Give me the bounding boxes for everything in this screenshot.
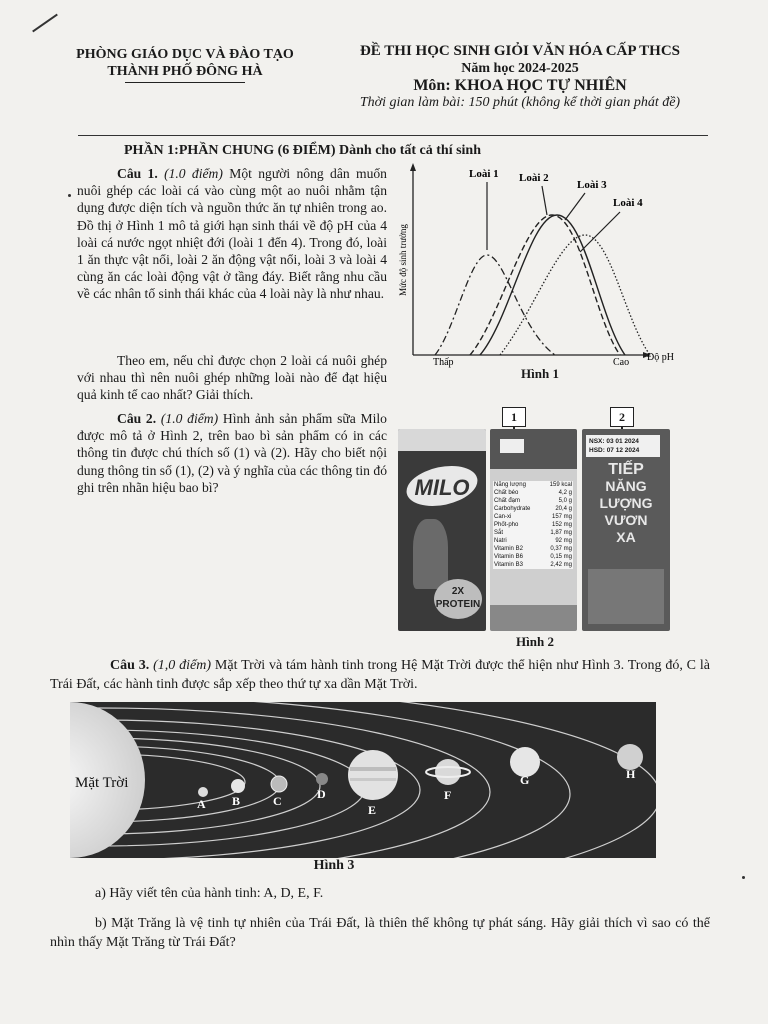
planet-e [348, 750, 398, 800]
q1-text2: Theo em, nếu chỉ được chọn 2 loài cá nuôi ghép với nhau thì nên nuôi ghép những loài nào để đạt hiệu quả kinh tế cao nhất? Giải thích. [77, 353, 387, 403]
figure-2-caption: Hình 2 [516, 634, 554, 649]
pack-logo-patch [500, 439, 524, 453]
q3-label: Câu 3. [110, 658, 150, 673]
figure-2 [398, 405, 673, 635]
nutrient-value: 0,15 mg [550, 554, 572, 560]
slogan-line-1: TIẾP [608, 461, 644, 478]
planet-d [316, 773, 328, 785]
planet-label-d: D [317, 787, 326, 801]
q1-text: Một người nông dân muốn nuôi ghép các loài cá vào cùng một ao nuôi nhằm tận dụng được diện tích và nguồn thức ăn tự nhiên trong ao. Đồ thị ở Hình 1 mô tả giới hạn sinh thái về độ pH của 4 loài cá nước ngọt nhiệt đới (loài 1 đến 4). Trong đó, loài 1 ăn thực vật nổi, loài 2 ăn động vật nổi, loài 3 và loài 4 cùng ăn các loài động vật ở tầng đáy. Biết rằng nhu cầu về các nhân tố sinh thái khác của 4 loài này là như nhau. [77, 166, 387, 302]
y-axis-arrow [410, 163, 416, 171]
milo-brand: MILO [414, 475, 470, 500]
nutrient-name: Can-xi [494, 514, 512, 520]
milo-protein-badge: 2X PROTEIN [434, 579, 482, 619]
margin-dot [742, 876, 745, 879]
figure-3-caption: Hình 3 [313, 858, 355, 873]
pen-mark [32, 14, 58, 33]
y-axis-label: Mức độ sinh trưởng [398, 224, 408, 296]
nutrient-name: Natri [494, 538, 507, 544]
curve-species-4 [500, 235, 650, 355]
nutrition-row [493, 489, 573, 497]
athlete-figure [413, 519, 448, 589]
nsx-date: NSX: 03 01 2024 [589, 438, 639, 445]
planet-label-e: E [368, 803, 377, 817]
nutrition-row [493, 505, 573, 513]
curve-species-2 [470, 215, 620, 355]
callout-1-box [502, 407, 526, 427]
q3-points: (1,0 điểm) [153, 658, 212, 673]
callout-2-box [610, 407, 634, 427]
nutrient-value: 1,87 mg [550, 530, 572, 536]
header-divider [78, 135, 708, 136]
nutrient-name: Năng lượng [494, 482, 526, 488]
callout-1-label: 1 [511, 410, 517, 424]
planet-c [271, 776, 287, 792]
exam-title: ĐỀ THI HỌC SINH GIỎI VĂN HÓA CẤP THCS [359, 43, 681, 59]
q1-points: (1.0 điểm) [164, 166, 223, 181]
label-species-4: Loài 4 [613, 197, 643, 209]
question-3b [50, 914, 710, 952]
planet-label-a: A [197, 797, 206, 811]
date-label [586, 435, 660, 457]
planet-label-b: B [232, 794, 241, 808]
nutrient-value: 4,2 g [558, 490, 572, 496]
q2-label: Câu 2. [117, 411, 157, 426]
q2-text: Hình ảnh sản phẩm sữa Milo được mô tả ở Hình 2, trên bao bì sản phẩm có in các thông tin được chú thích số (1) và (2). Hãy cho biết nội dung thông tin số (1), (2) và ý nghĩa của các thông tin đó ghi trên nhãn hiệu bao bì? [77, 411, 387, 495]
nutrition-row [493, 561, 573, 569]
x-low-label: Thấp [433, 357, 454, 368]
nutrition-row [493, 529, 573, 537]
sun-label: Mặt Trời [75, 775, 129, 791]
q1-label: Câu 1. [117, 166, 158, 181]
slogan-line-5: XA [616, 529, 636, 545]
nutrition-row [493, 553, 573, 561]
planet-label-h: H [626, 767, 636, 781]
nutrient-value: 0,37 mg [550, 546, 572, 552]
nutrient-value: 159 kcal [549, 482, 572, 488]
milo-pack-side [582, 429, 670, 631]
header-exam [325, 43, 715, 111]
question-1 [77, 165, 387, 303]
label-species-1: Loài 1 [469, 168, 499, 180]
nutrient-name: Phốt-pho [494, 522, 519, 528]
exam-subject: Môn: KHOA HỌC TỰ NHIÊN [413, 77, 627, 94]
header-organization [60, 46, 310, 83]
q3-text: Mặt Trời và tám hành tinh trong Hệ Mặt Trời được thể hiện như Hình 3. Trong đó, C là Trái Đất, các hành tinh được sắp xếp theo thứ tự xa dần Mặt Trời. [50, 658, 710, 692]
nutrient-value: 5,0 g [558, 498, 572, 504]
slogan-line-2: NĂNG [605, 478, 647, 494]
nutrient-name: Vitamin B6 [494, 554, 523, 560]
nutrient-value: 157 mg [551, 514, 572, 520]
milo-pack-nutrition [490, 429, 577, 631]
slogan-line-3: LƯỢNG [599, 495, 653, 511]
x-high-label: Cao [613, 357, 630, 368]
planet-b [231, 779, 245, 793]
exam-time: Thời gian làm bài: 150 phút (không kể thời gian phát đề) [359, 95, 681, 110]
question-2 [77, 410, 387, 496]
planet-label-g: G [520, 773, 530, 787]
nutrient-name: Chất béo [494, 490, 519, 496]
planet-label-c: C [273, 794, 282, 808]
org-line-2: THÀNH PHỐ ĐÔNG HÀ [107, 64, 263, 79]
q2-points: (1.0 điểm) [160, 411, 219, 426]
curve-species-3 [480, 215, 625, 355]
label-species-2: Loài 2 [519, 172, 549, 184]
side-panel-info [588, 569, 664, 624]
nutrient-value: 2,42 mg [550, 562, 572, 568]
milo-pack-front [398, 429, 486, 631]
nutrition-row [493, 481, 573, 489]
org-line-1: PHÒNG GIÁO DỤC VÀ ĐÀO TẠO [76, 47, 294, 62]
nutrient-value: 20,4 g [555, 506, 572, 512]
org-underline [125, 82, 245, 83]
nutrient-value: 152 mg [551, 522, 572, 528]
callout-2-label: 2 [619, 410, 625, 424]
margin-dot [68, 194, 71, 197]
curve-species-1 [435, 255, 555, 355]
hsd-date: HSD: 07 12 2024 [589, 447, 640, 454]
planet-a [198, 787, 208, 797]
nutrition-row [493, 513, 573, 521]
slogan-line-4: VƯƠN [604, 512, 648, 528]
nutrient-name: Carbohydrate [494, 506, 531, 512]
figure-3-solar-system [70, 702, 656, 858]
question-3a: a) Hãy viết tên của hành tinh: A, D, E, F. [95, 886, 324, 901]
nutrition-table [493, 481, 573, 569]
nutrient-value: 92 mg [555, 538, 572, 544]
slogan [586, 461, 666, 546]
planet-f [435, 759, 461, 785]
planet-label-f: F [444, 788, 452, 802]
question-3 [50, 656, 710, 694]
label-species-3: Loài 3 [577, 179, 607, 191]
nutrition-row [493, 545, 573, 553]
x-axis-label: Độ pH [647, 352, 674, 363]
q3b-text: b) Mặt Trăng là vệ tinh tự nhiên của Trái Đất, là thiên thể không tự phát sáng. Hãy giải thích vì sao có thể nhìn thấy Mặt Trăng từ Trái Đất? [50, 916, 710, 950]
figure-1-caption: Hình 1 [521, 366, 559, 381]
figure-1-chart [395, 160, 685, 385]
nutrient-name: Vitamin B3 [494, 562, 523, 568]
nutrition-row [493, 537, 573, 545]
part1-title: PHẦN 1:PHẦN CHUNG (6 ĐIỂM) Dành cho tất cả thí sinh [124, 143, 481, 158]
nutrient-name: Sắt [494, 530, 504, 536]
nutrient-name: Vitamin B2 [494, 546, 523, 552]
exam-year: Năm học 2024-2025 [461, 61, 579, 76]
nutrition-row [493, 521, 573, 529]
nutrient-name: Chất đạm [494, 498, 521, 504]
nutrition-row [493, 497, 573, 505]
question-1-ask [77, 352, 387, 404]
